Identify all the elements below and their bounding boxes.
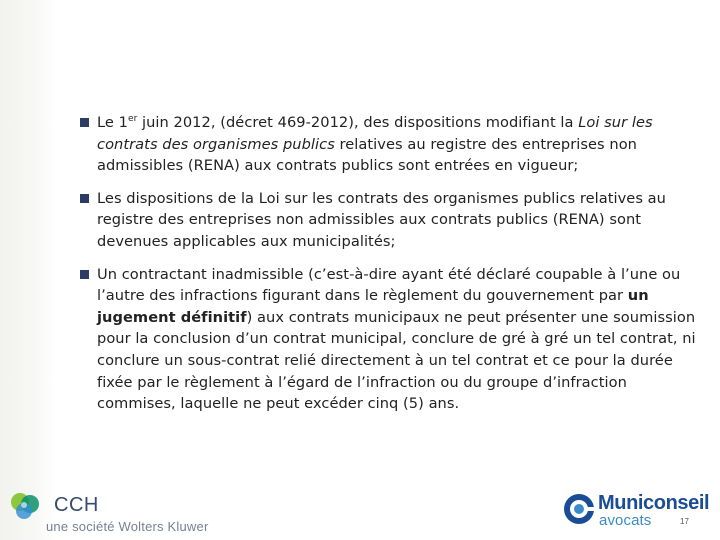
square-bullet-icon xyxy=(80,118,89,127)
cch-tagline: une société Wolters Kluwer xyxy=(46,519,209,534)
bullet-3-emphasis: un jugement définitif xyxy=(97,287,649,326)
slide-content xyxy=(78,112,700,426)
bullet-item-3 xyxy=(78,264,700,415)
bullet-1-superscript: er xyxy=(127,114,138,124)
left-decorative-band xyxy=(0,0,56,540)
bullet-1-text-c: relatives au registre des entreprises non admissibles (RENA) aux contrats publics sont entrées en vigueur; xyxy=(97,135,637,175)
municonseil-logo-icon xyxy=(562,492,596,526)
cch-footer-logo xyxy=(10,488,270,540)
municonseil-wordmark: Municonseil xyxy=(598,492,710,514)
bullet-1-law-title: Loi sur les contrats des organismes publics xyxy=(97,114,653,153)
bullet-item-2 xyxy=(78,188,700,253)
cch-wordmark: CCH xyxy=(54,494,99,516)
square-bullet-icon xyxy=(80,270,89,279)
bullet-1-text-a: Le 1 xyxy=(97,114,128,131)
square-bullet-icon xyxy=(80,194,89,203)
bullet-item-1 xyxy=(78,112,700,177)
cch-logo-icon xyxy=(10,491,48,521)
bullet-3-text-b: ) aux contrats municipaux ne peut présenter une soumission pour la conclusion d’un contrat municipal, conclure de gré à gré un tel contrat, ni conclure un sous-contrat relié directement à un tel contrat et ce pour la durée fixée par le règlement à l’égard de l’infraction ou du groupe d’infraction commises, laquelle ne peut excéder cinq (5) ans. xyxy=(97,308,696,413)
bullet-1-text-b: juin 2012, (décret 469-2012), des dispositions modifiant la xyxy=(137,114,579,131)
municonseil-subtitle: avocats xyxy=(599,512,652,529)
page-number: 17 xyxy=(680,517,689,526)
municonseil-footer-logo xyxy=(562,488,720,540)
bullet-2-text: Les dispositions de la Loi sur les contrats des organismes publics relatives au registre des entreprises non admissibles aux contrats publics (RENA) sont devenues applicables aux municipalités; xyxy=(97,189,666,250)
bullet-3-text-a: Un contractant inadmissible (c’est-à-dire ayant été déclaré coupable à l’une ou l’autre des infractions figurant dans le règlement du gouvernement par xyxy=(97,265,681,305)
